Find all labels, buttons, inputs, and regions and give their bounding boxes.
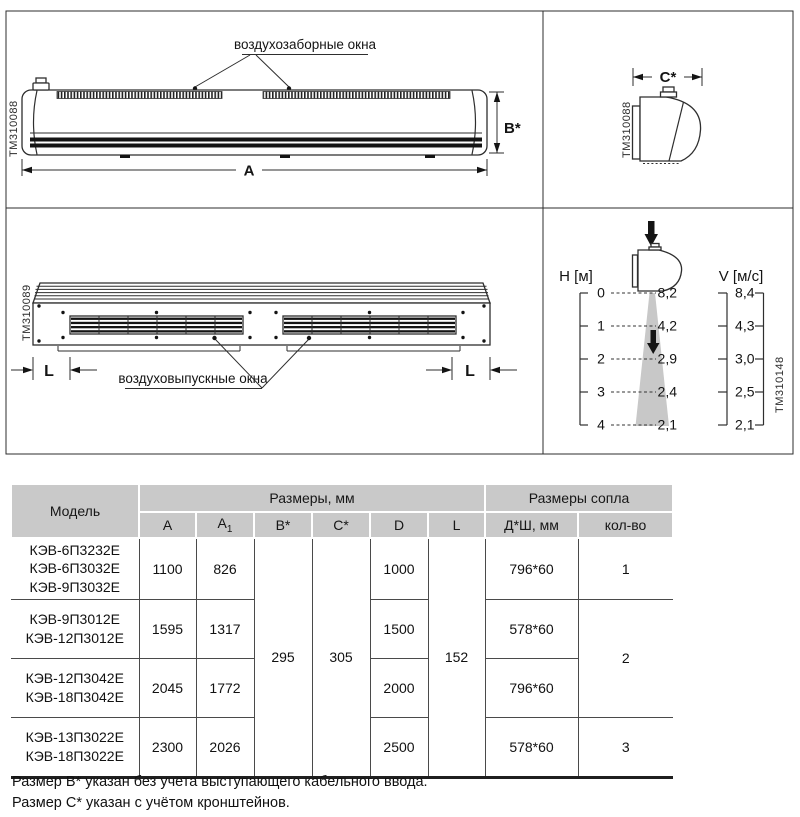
doc-code-chart: ТМ310148 xyxy=(774,356,786,413)
doc-code-side: ТМ310088 xyxy=(621,101,633,158)
air-curtain-front-drawing xyxy=(22,78,487,158)
intake-grille xyxy=(57,92,222,99)
cell-l-merged: 152 xyxy=(428,538,485,778)
outlet-grille xyxy=(283,316,456,334)
svg-text:2,4: 2,4 xyxy=(657,383,677,400)
dimension-l-left-label: L xyxy=(44,363,54,380)
height-tick-labels xyxy=(597,285,605,433)
header-group-row xyxy=(11,484,673,512)
intake-grille xyxy=(263,92,450,99)
header-col-d: D xyxy=(370,512,428,538)
footnotes xyxy=(12,772,428,814)
velocity-bracket-col1 xyxy=(718,293,727,425)
svg-text:0: 0 xyxy=(597,284,605,301)
callout-leader xyxy=(195,55,250,87)
svg-text:8,2: 8,2 xyxy=(657,284,677,301)
header-col-c: C* xyxy=(312,512,370,538)
mounting-bracket xyxy=(633,106,641,159)
air-curtain-bottom-drawing xyxy=(33,283,490,351)
svg-text:8,4: 8,4 xyxy=(735,284,755,301)
inflow-arrow-icon xyxy=(648,221,655,234)
velocity-axis-label: V [м/с] xyxy=(718,268,764,285)
model-cell: КЭВ-12П3042Е КЭВ-18П3042Е xyxy=(11,658,139,717)
cell-d: 2500 xyxy=(370,717,428,777)
svg-text:2,1: 2,1 xyxy=(657,416,677,433)
dimension-a xyxy=(22,159,487,180)
dimension-b xyxy=(489,92,521,153)
svg-text:1: 1 xyxy=(597,317,605,334)
svg-text:2: 2 xyxy=(597,350,605,367)
svg-text:2,1: 2,1 xyxy=(735,416,755,433)
svg-text:2,5: 2,5 xyxy=(735,383,755,400)
cell-a1: 826 xyxy=(196,538,254,600)
callout-leader xyxy=(256,55,289,87)
svg-text:4,3: 4,3 xyxy=(735,317,755,334)
dimension-l-right-label: L xyxy=(465,363,475,380)
dimensions-table xyxy=(10,483,674,779)
velocity-values-col2 xyxy=(735,285,755,433)
dimension-c xyxy=(633,68,702,86)
note-line: Размер С* указан с учётом кронштейнов. xyxy=(12,795,290,811)
dimension-a-label: A xyxy=(243,162,255,180)
cell-a1: 2026 xyxy=(196,717,254,777)
header-col-a1: $A_1$ xyxy=(196,512,254,538)
doc-code-front: ТМ310088 xyxy=(8,100,20,157)
cell-d: 1500 xyxy=(370,599,428,658)
velocity-bracket-col2 xyxy=(755,293,764,425)
cable-gland xyxy=(663,87,674,92)
cell-b-merged: 295 xyxy=(254,538,312,778)
cable-gland xyxy=(36,78,46,83)
cell-a1: 1317 xyxy=(196,599,254,658)
model-cell: КЭВ-13П3022Е КЭВ-18П3022Е xyxy=(11,717,139,777)
header-col-b: B* xyxy=(254,512,312,538)
cell-a: 1595 xyxy=(139,599,196,658)
height-axis xyxy=(580,293,588,425)
svg-text:3: 3 xyxy=(597,383,605,400)
svg-text:4,2: 4,2 xyxy=(657,317,677,334)
header-col-nozzle-count: кол-во xyxy=(578,512,673,538)
height-axis-label: H [м] xyxy=(559,268,593,285)
side-view xyxy=(621,68,702,164)
outlet-slot xyxy=(30,138,482,142)
cell-count: 3 xyxy=(578,717,673,777)
cell-count: 1 xyxy=(578,538,673,600)
doc-code-bottom: ТМ310089 xyxy=(21,284,33,341)
outlet-slot xyxy=(30,144,482,148)
svg-text:3,0: 3,0 xyxy=(735,350,755,367)
svg-text:2,9: 2,9 xyxy=(657,350,677,367)
cell-a: 2300 xyxy=(139,717,196,777)
dimension-b-label: B* xyxy=(504,120,521,137)
bottom-view xyxy=(11,283,517,389)
table-row xyxy=(11,538,673,600)
header-col-a: A xyxy=(139,512,196,538)
cell-nozzle: 578*60 xyxy=(485,599,578,658)
dimension-c-label: C* xyxy=(659,69,677,86)
model-cell: КЭВ-6П3232Е КЭВ-6П3032Е КЭВ-9П3032Е xyxy=(11,538,139,600)
outlet-grille xyxy=(70,316,243,334)
cell-c-merged: 305 xyxy=(312,538,370,778)
cell-d: 2000 xyxy=(370,658,428,717)
cell-a1: 1772 xyxy=(196,658,254,717)
header-dimensions-group: Размеры, мм xyxy=(139,484,485,512)
air-outlet-callout: воздуховыпускные окна xyxy=(118,371,268,386)
header-col-l: L xyxy=(428,512,485,538)
dimension-l-right xyxy=(426,357,517,380)
cell-a: 1100 xyxy=(139,538,196,600)
header-col-nozzle-size: Д*Ш, мм xyxy=(485,512,578,538)
model-cell: КЭВ-9П3012Е КЭВ-12П3012Е xyxy=(11,599,139,658)
cell-d: 1000 xyxy=(370,538,428,600)
cell-nozzle: 796*60 xyxy=(485,658,578,717)
header-model: Модель xyxy=(11,484,139,538)
cell-nozzle: 578*60 xyxy=(485,717,578,777)
callout-leader xyxy=(262,339,309,388)
header-nozzle-group: Размеры сопла xyxy=(485,484,673,512)
jet-arrow-icon xyxy=(651,330,657,343)
air-curtain-side-drawing xyxy=(633,87,701,164)
cell-count-merged: 2 xyxy=(578,599,673,717)
dimension-l-left xyxy=(11,357,97,380)
air-intake-callout: воздухозаборные окна xyxy=(233,37,377,52)
cell-nozzle: 796*60 xyxy=(485,538,578,600)
svg-text:4: 4 xyxy=(597,416,605,433)
note-line: Размер В* указан без учета выступающего кабельного ввода. xyxy=(12,774,428,790)
cell-a: 2045 xyxy=(139,658,196,717)
front-view xyxy=(8,37,521,180)
airflow-chart xyxy=(559,221,786,433)
